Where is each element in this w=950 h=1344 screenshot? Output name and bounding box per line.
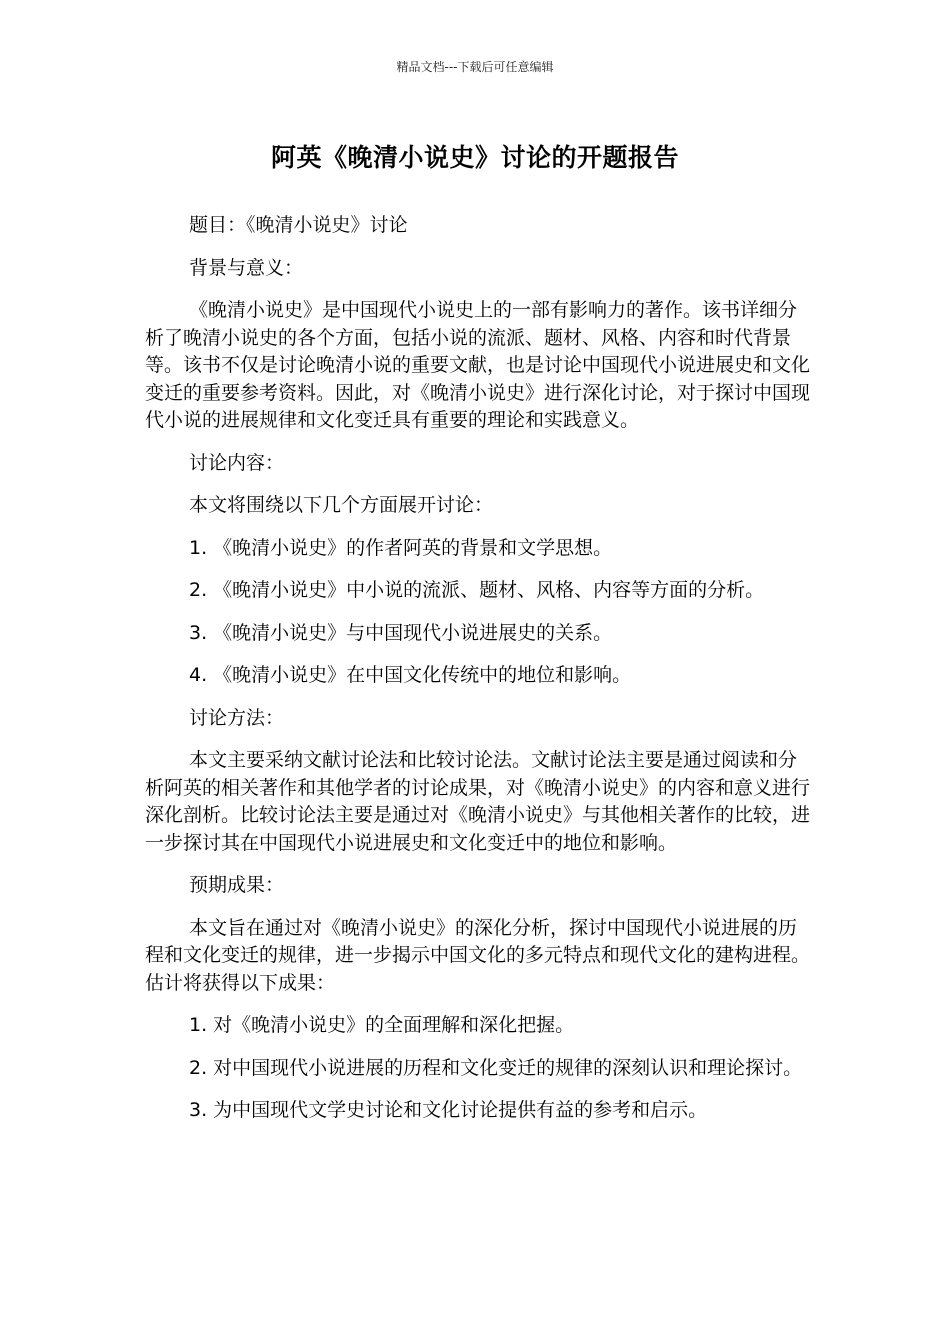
content-list-item: 2. 《晚清小说史》中小说的流派、题材、风格、内容等方面的分析。 (189, 579, 765, 601)
method-label: 讨论方法： (189, 706, 285, 729)
content-intro: 本文将围绕以下几个方面展开讨论： (189, 494, 494, 516)
content-list-item: 4. 《晚清小说史》在中国文化传统中的地位和影响。 (189, 664, 632, 686)
results-list-item: 1. 对《晚清小说史》的全面理解和深化把握。 (189, 1014, 575, 1036)
content-list-item: 3. 《晚清小说史》与中国现代小说进展史的关系。 (189, 621, 613, 644)
results-paragraph: 本文旨在通过对《晚清小说史》的深化分析，探讨中国现代小说进展的历程和文化变迁的规律，进一步揭示中国文化的多元特点和现代文化的建构进程。估计将获得以下成果： (145, 916, 811, 994)
background-paragraph: 《晚清小说史》是中国现代小说史上的一部有影响力的著作。该书详细分析了晚清小说史的各个方面，包括小说的流派、题材、风格、内容和时代背景等。该书不仅是讨论晚清小说的重要文献，也是讨论中国现代小说进展史和文化变迁的重要参考资料。因此，对《晚清小说史》进行深化讨论，对于探讨中国现代小说的进展规律和文化变迁具有重要的理论和实践意义。 (145, 299, 811, 431)
results-list-item: 3. 为中国现代文学史讨论和文化讨论提供有益的参考和启示。 (189, 1099, 708, 1121)
document-title: 阿英《晚清小说史》讨论的开题报告 (270, 143, 679, 172)
background-label: 背景与意义： (189, 256, 304, 279)
results-list-item: 2. 对中国现代小说进展的历程和文化变迁的规律的深刻认识和理论探讨。 (189, 1056, 803, 1079)
method-paragraph: 本文主要采纳文献讨论法和比较讨论法。文献讨论法主要是通过阅读和分析阿英的相关著作和其他学者的讨论成果，对《晚清小说史》的内容和意义进行深化剖析。比较讨论法主要是通过对《晚清小说史》与其他相关著作的比较，进一步探讨其在中国现代小说进展史和文化变迁中的地位和影响。 (145, 749, 811, 854)
topic-line: 题目：《晚清小说史》讨论 (189, 214, 408, 236)
document-body (145, 212, 810, 1140)
content-label: 讨论内容： (189, 451, 285, 474)
page-header: 精品文档---下载后可任意编辑 (396, 60, 554, 74)
content-list-item: 1. 《晚清小说史》的作者阿英的背景和文学思想。 (189, 536, 613, 559)
results-label: 预期成果： (189, 874, 285, 896)
